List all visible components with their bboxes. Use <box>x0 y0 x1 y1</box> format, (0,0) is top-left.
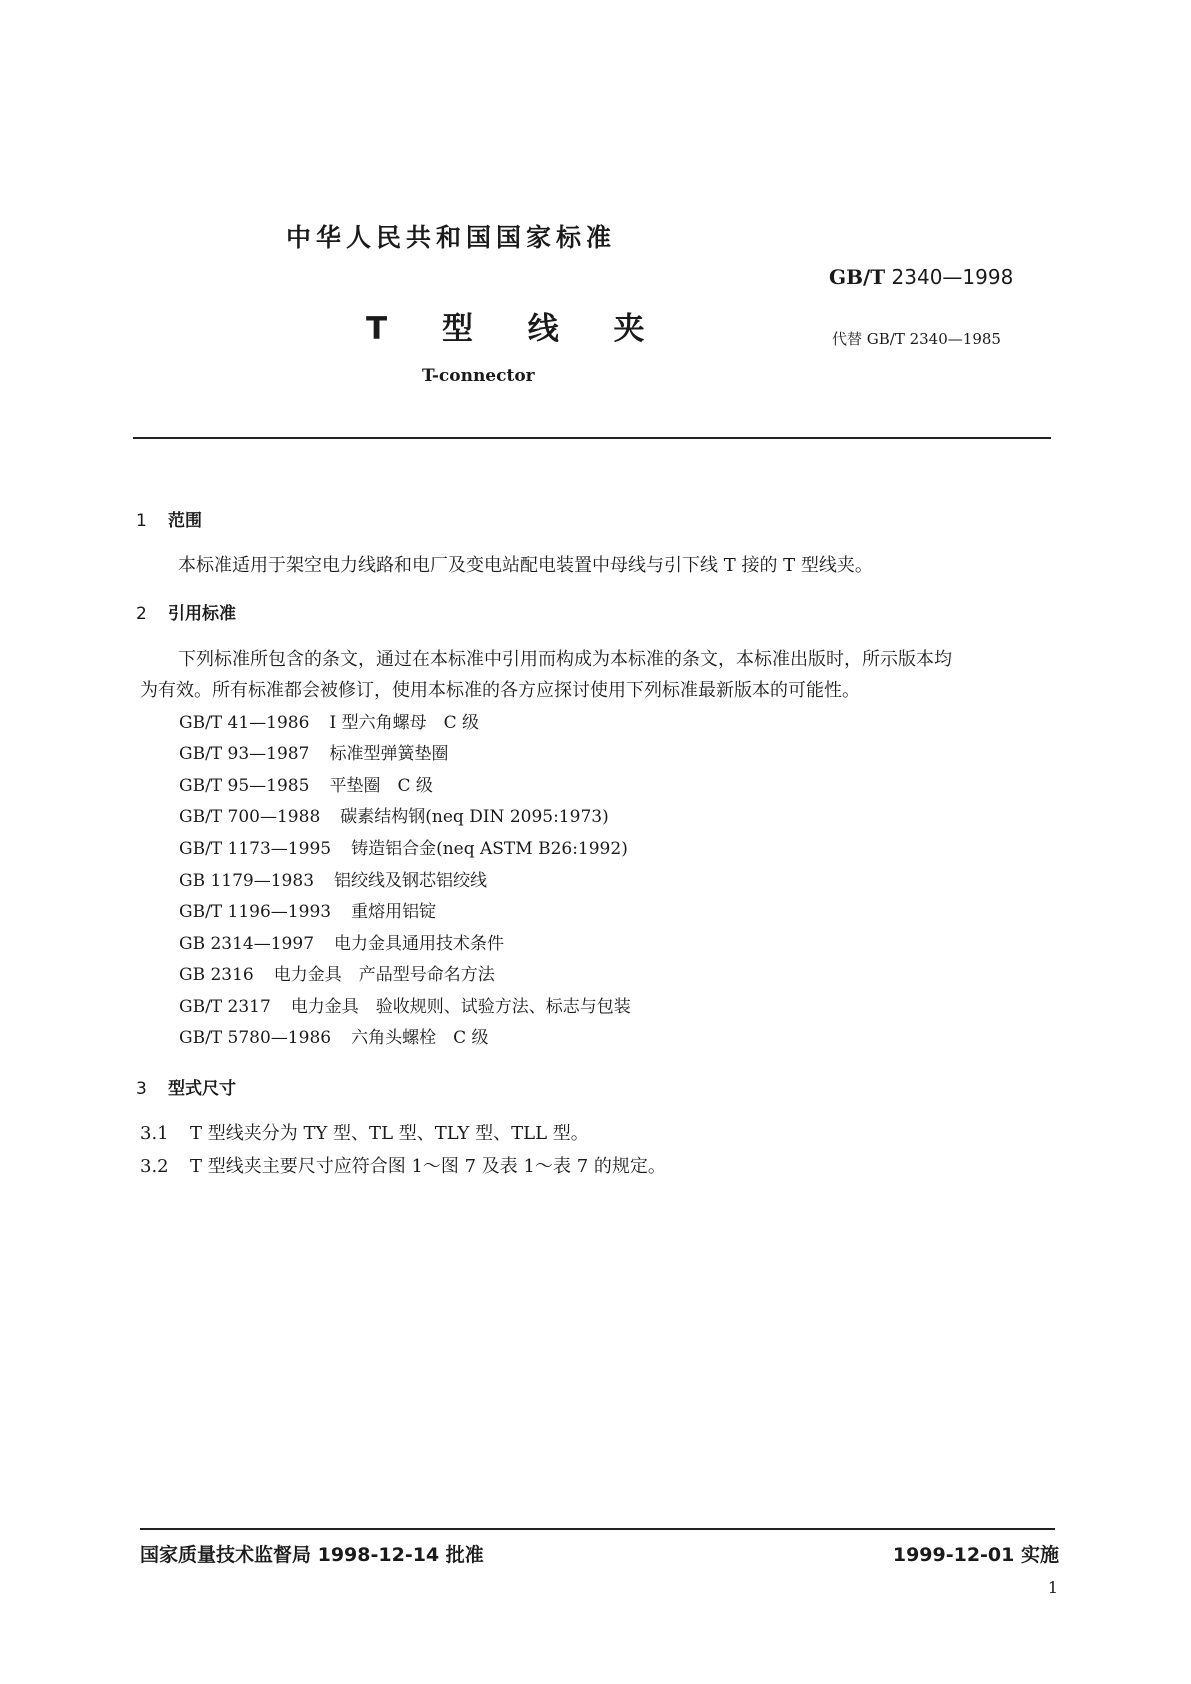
document-title-english: T-connector <box>422 366 535 386</box>
reference-code: GB/T 2317 <box>179 997 271 1017</box>
reference-item <box>179 960 495 985</box>
reference-code: GB 1179—1983 <box>179 871 315 891</box>
reference-item <box>179 802 609 827</box>
section-1-text: 本标准适用于架空电力线路和电厂及变电站配电装置中母线与引下线 T 接的 T 型线夹。 <box>178 555 873 576</box>
reference-title: 电力金具通用技术条件 <box>334 934 505 954</box>
reference-title: I 型六角螺母 C 级 <box>329 713 479 733</box>
reference-code: GB 2314—1997 <box>179 934 315 954</box>
section-2-intro-line-2: 为有效。所有标准都会被修订，使用本标准的各方应探讨使用下列标准最新版本的可能性。 <box>140 680 860 701</box>
page-number: 1 <box>1047 1578 1058 1597</box>
reference-title: 电力金具 产品型号命名方法 <box>273 965 495 985</box>
section-number: 1 <box>136 511 147 531</box>
reference-item <box>179 834 628 859</box>
reference-code: GB 2316 <box>179 965 254 985</box>
clause-number: 3.1 <box>140 1123 169 1144</box>
reference-title: 铸造铝合金(neq ASTM B26:1992) <box>351 839 628 859</box>
reference-code: GB/T 41—1986 <box>179 713 310 733</box>
clause-3-2 <box>140 1152 666 1178</box>
section-2-heading <box>136 599 236 624</box>
clause-3-1 <box>140 1119 589 1145</box>
reference-item <box>179 739 448 764</box>
document-title: T 型 线 夹 <box>366 311 667 347</box>
approval-line: 国家质量技术监督局 1998-12-14 批准 <box>140 1544 484 1566</box>
reference-code: GB/T 93—1987 <box>179 744 310 764</box>
footer-divider <box>140 1528 1055 1530</box>
header-divider <box>133 437 1051 439</box>
reference-title: 铝绞线及钢芯铝绞线 <box>334 871 488 891</box>
standard-number <box>829 265 1013 289</box>
standard-code-number: 2340—1998 <box>891 265 1014 289</box>
clause-text: T 型线夹主要尺寸应符合图 1～图 7 及表 1～表 7 的规定。 <box>190 1156 666 1177</box>
reference-title: 碳素结构钢(neq DIN 2095:1973) <box>340 807 609 827</box>
reference-item <box>179 866 487 891</box>
effective-date: 1999-12-01 实施 <box>892 1544 1059 1566</box>
reference-code: GB/T 700—1988 <box>179 807 321 827</box>
replaces-note: 代替 GB/T 2340—1985 <box>832 330 1001 348</box>
section-number: 3 <box>136 1079 147 1099</box>
section-3-heading <box>136 1074 236 1099</box>
reference-code: GB/T 95—1985 <box>179 776 310 796</box>
reference-title: 平垫圈 C 级 <box>329 776 433 796</box>
section-number: 2 <box>136 604 147 624</box>
clause-number: 3.2 <box>140 1156 169 1177</box>
reference-item <box>179 1023 489 1048</box>
reference-title: 标准型弹簧垫圈 <box>329 744 449 764</box>
section-1-heading <box>136 506 202 531</box>
reference-code: GB/T 1173—1995 <box>179 839 332 859</box>
section-2-intro-line-1: 下列标准所包含的条文，通过在本标准中引用而构成为本标准的条文，本标准出版时，所示版本均 <box>178 649 952 670</box>
reference-item <box>179 992 631 1017</box>
section-title: 引用标准 <box>168 604 236 624</box>
reference-title: 电力金具 验收规则、试验方法、标志与包装 <box>290 997 631 1017</box>
reference-code: GB/T 1196—1993 <box>179 902 332 922</box>
national-standard-title: 中华人民共和国国家标准 <box>286 223 617 252</box>
reference-item <box>179 929 504 954</box>
standard-code-prefix: GB/T <box>829 265 886 289</box>
reference-code: GB/T 5780—1986 <box>179 1028 332 1048</box>
section-title: 范围 <box>168 511 202 531</box>
reference-title: 重熔用铝锭 <box>351 902 437 922</box>
reference-item <box>179 771 433 796</box>
reference-item <box>179 708 479 733</box>
clause-text: T 型线夹分为 TY 型、TL 型、TLY 型、TLL 型。 <box>190 1123 589 1144</box>
reference-item <box>179 897 436 922</box>
reference-title: 六角头螺栓 C 级 <box>351 1028 489 1048</box>
section-title: 型式尺寸 <box>168 1079 236 1099</box>
